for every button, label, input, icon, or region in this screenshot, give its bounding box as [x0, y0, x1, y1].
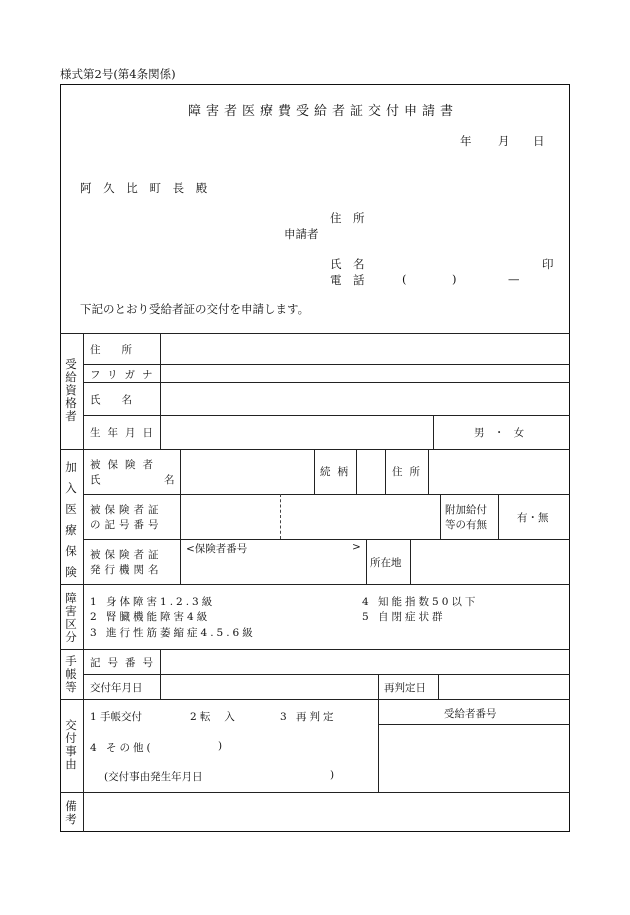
form-title: 障害者医療費受給者証交付申請書 [188, 104, 459, 119]
location-label: 所在地 [370, 557, 402, 569]
divider [60, 649, 570, 650]
divider [83, 382, 570, 383]
dashed-divider [280, 494, 281, 539]
issuer-label-line2: 発行機関名 [90, 564, 163, 576]
section-column-divider [83, 333, 84, 832]
disability-item-2: 2 腎臓機能障害4級 [90, 611, 211, 623]
divider [83, 539, 570, 540]
phone-close-paren: ) [452, 272, 457, 286]
divider [410, 539, 411, 584]
request-text: 下記のとおり受給者証の交付を申請します。 [80, 302, 310, 316]
extra-benefit-label-line2: 等の有無 [445, 519, 487, 531]
divider [428, 449, 429, 494]
divider [385, 449, 386, 494]
phone-open-paren: ( [402, 272, 407, 286]
divider [60, 449, 570, 450]
section-recipient: 受 給 資 格 者 [65, 357, 77, 423]
handbook-issue-date-label: 交付年月日 [90, 682, 143, 694]
residence-label: 住所 [392, 466, 427, 478]
reason-option-3[interactable]: 3 再判定 [280, 711, 337, 723]
recipient-number-label: 受給者番号 [444, 708, 497, 720]
applicant-phone-label: 電 話 [330, 273, 365, 287]
divider [378, 674, 379, 792]
divider [180, 449, 181, 584]
divider [356, 449, 357, 494]
divider [438, 674, 439, 699]
insurer-number-close: > [352, 541, 361, 553]
section-insurance: 加 入 医 療 保 険 [65, 460, 77, 579]
date-year-label: 年 [460, 134, 472, 148]
insured-label-line2b: 名 [164, 474, 175, 486]
rejudge-date-label: 再判定日 [384, 682, 426, 694]
occurrence-date-close: ) [330, 769, 335, 781]
divider [60, 699, 570, 700]
divider [433, 415, 434, 449]
applicant-label: 申請者 [284, 227, 319, 241]
divider [60, 584, 570, 585]
section-disability: 障 害 区 分 [65, 591, 77, 644]
section-handbook: 手 帳 等 [65, 654, 77, 694]
divider [366, 539, 367, 584]
extra-benefit-label-line1: 附加給付 [445, 504, 487, 516]
section-remarks: 備 考 [65, 799, 77, 826]
seal-mark: 印 [542, 257, 554, 271]
issuer-label-line1: 被保険者証 [90, 549, 163, 561]
divider [160, 333, 161, 449]
divider [160, 649, 161, 699]
disability-item-1: 1 身体障害1.2.3級 [90, 596, 216, 608]
divider [498, 494, 499, 539]
insured-label-line2a: 氏 [90, 474, 101, 486]
recipient-furigana-label: フリガナ [90, 369, 160, 381]
applicant-name-label: 氏 名 [330, 257, 365, 271]
date-month-label: 月 [498, 134, 510, 148]
reason-other-close: ) [218, 740, 223, 752]
disability-item-4: 4 知能指数50以下 [362, 596, 479, 608]
divider [83, 674, 570, 675]
recipient-name-label: 氏 名 [90, 394, 132, 406]
divider [83, 364, 570, 365]
form-number: 様式第2号(第4条関係) [60, 67, 176, 81]
phone-dash: — [508, 272, 520, 286]
occurrence-date-label: (交付事由発生年月日 [104, 771, 203, 783]
applicant-address-label: 住 所 [330, 211, 365, 225]
relation-label: 続柄 [320, 466, 355, 478]
divider [83, 415, 570, 416]
recipient-birthdate-label: 生年月日 [90, 427, 160, 439]
reason-option-4[interactable]: 4 その他( [90, 742, 154, 754]
divider [60, 333, 570, 334]
recipient-address-label: 住 所 [90, 344, 132, 356]
insurer-number-open: <保険者番号 [186, 543, 248, 555]
reason-option-2[interactable]: 2 転 入 [190, 711, 235, 723]
divider [83, 494, 570, 495]
cert-number-label-line1: 被保険者証 [90, 504, 163, 516]
divider [378, 724, 570, 725]
gender-options[interactable]: 男 ・ 女 [474, 427, 528, 439]
reason-option-1[interactable]: 1 手帳交付 [90, 711, 143, 723]
extra-benefit-options[interactable]: 有・無 [517, 512, 549, 524]
addressee: 阿 久 比 町 長 殿 [80, 181, 212, 195]
section-reason: 交 付 事 由 [65, 718, 77, 771]
divider [60, 792, 570, 793]
divider [314, 449, 315, 494]
insured-label-line1: 被保険者 [90, 459, 160, 471]
divider [440, 494, 441, 539]
cert-number-label-line2: の記号番号 [90, 519, 163, 531]
handbook-number-label: 記号番号 [90, 657, 160, 669]
date-day-label: 日 [533, 134, 545, 148]
disability-item-3: 3 進行性筋萎縮症4.5.6級 [90, 627, 256, 639]
disability-item-5: 5 自閉症状群 [362, 611, 446, 623]
